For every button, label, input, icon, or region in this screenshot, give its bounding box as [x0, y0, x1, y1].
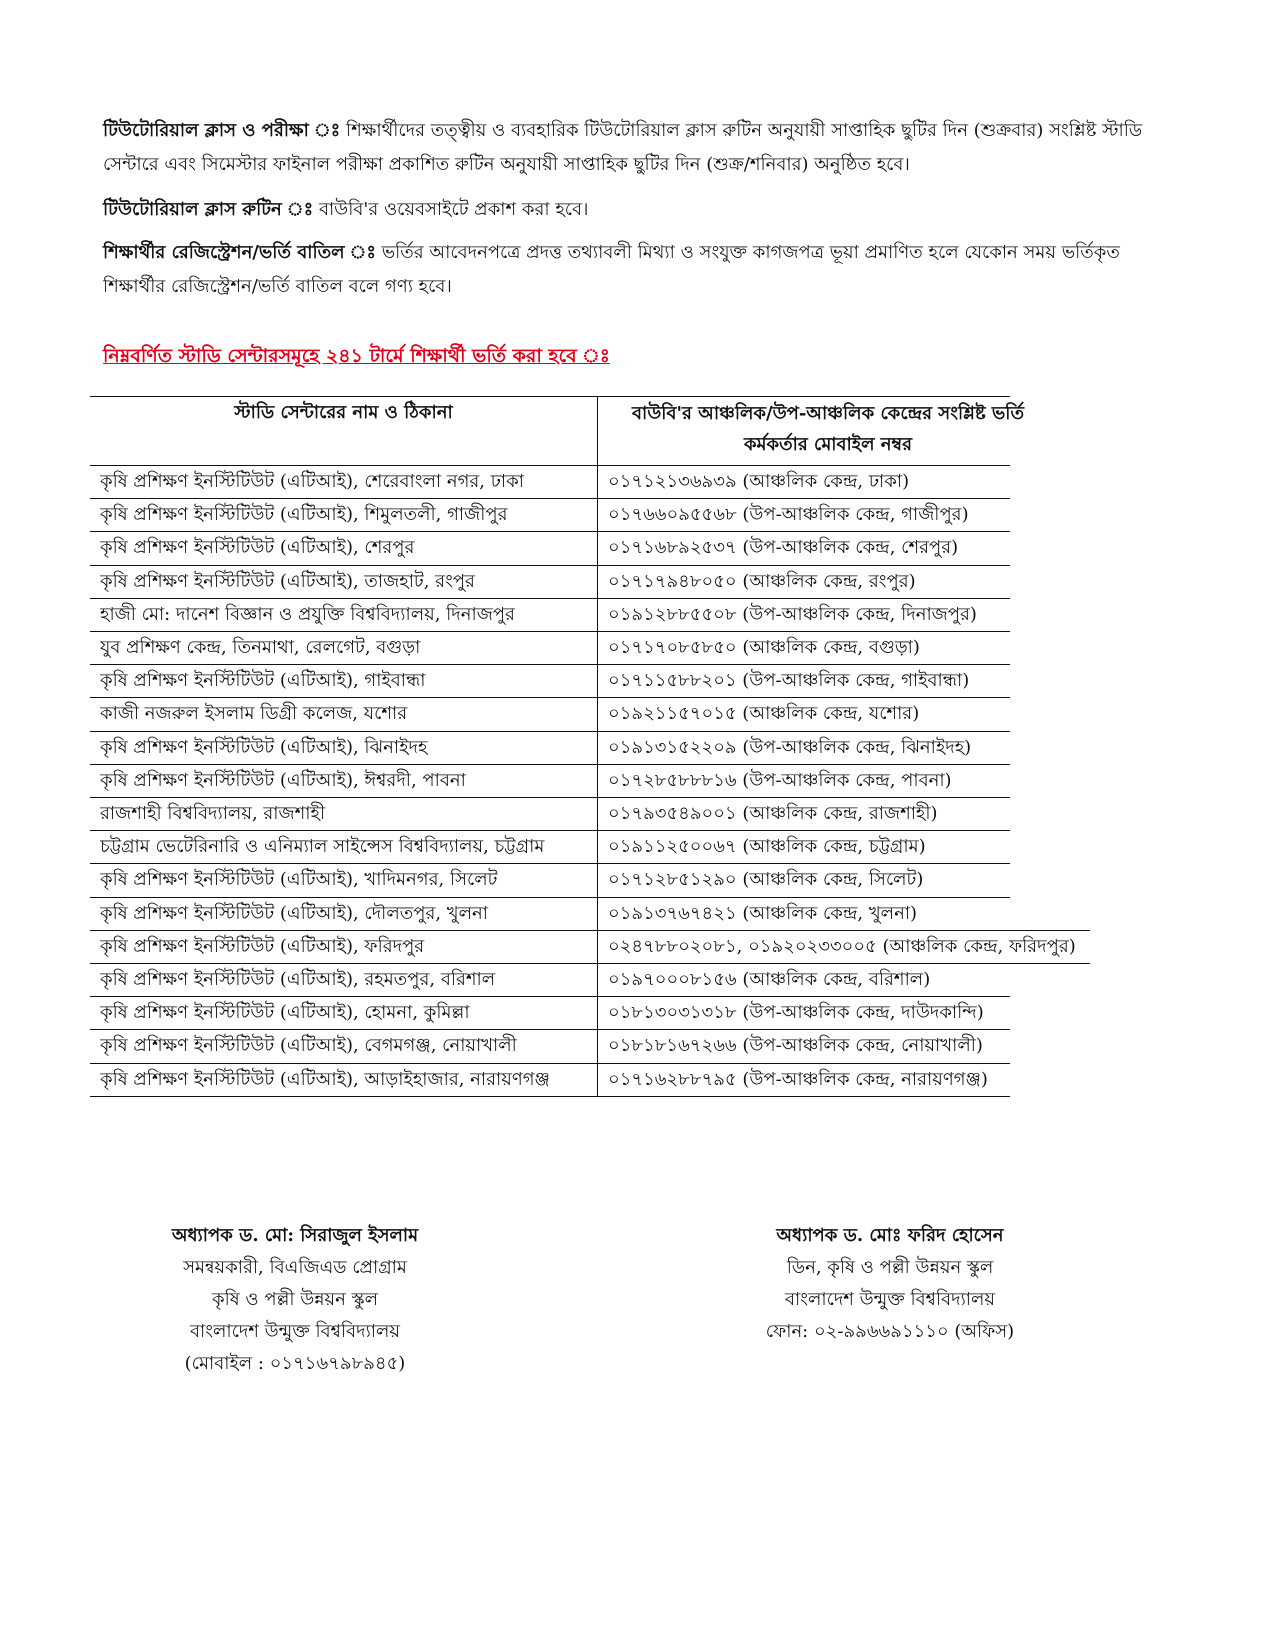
- registration-cancel-label: শিক্ষার্থীর রেজিস্ট্রেশন/ভর্তি বাতিল ঃ: [103, 242, 376, 263]
- signatory-name: অধ্যাপক ড. মোঃ ফরিদ হোসেন: [776, 1225, 1004, 1246]
- tutorial-routine-label: টিউটোরিয়াল ক্লাস রুটিন ঃ: [103, 199, 314, 220]
- table-row: [90, 930, 1140, 965]
- study-center-name: কৃষি প্রশিক্ষণ ইনস্টিটিউট (এটিআই), ফরিদপুর: [100, 935, 425, 957]
- table-row: [90, 830, 1140, 865]
- tutorial-class-paragraph: [103, 114, 1178, 182]
- signatory-mobile: (মোবাইল : ০১৭১৬৭৯৮৯৪৫): [184, 1353, 406, 1374]
- contact-number: ০১৭১২১৩৬৯৩৯ (আঞ্চলিক কেন্দ্র, ঢাকা): [608, 471, 910, 492]
- contact-number: ০১৭৬৬০৯৫৫৬৮ (উপ-আঞ্চলিক কেন্দ্র, গাজীপুর): [608, 504, 969, 526]
- table-row: [90, 764, 1140, 799]
- signatory-title: ডিন, কৃষি ও পল্লী উন্নয়ন স্কুল: [786, 1257, 994, 1278]
- study-center-name: হাজী মো: দানেশ বিজ্ঞান ও প্রযুক্তি বিশ্ববিদ্যালয়, দিনাজপুর: [100, 603, 515, 625]
- table-row: [90, 731, 1140, 766]
- contact-number: ০১৯১১২৫০০৬৭ (আঞ্চলিক কেন্দ্র, চট্টগ্রাম): [608, 836, 926, 858]
- table-row: [90, 631, 1140, 666]
- study-center-name: কৃষি প্রশিক্ষণ ইনস্টিটিউট (এটিআই), আড়াইহাজার, নারায়ণগঞ্জ: [100, 1068, 550, 1090]
- signatory-phone: ফোন: ০২-৯৯৬৬৯১১১০ (অফিস): [765, 1321, 1015, 1342]
- contact-number: ০১৭১৬২৮৮৭৯৫ (উপ-আঞ্চলিক কেন্দ্র, নারায়ণগঞ্জ): [608, 1068, 988, 1090]
- study-center-name: কৃষি প্রশিক্ষণ ইনস্টিটিউট (এটিআই), ঈশ্বরদী, পাবনা: [100, 769, 466, 791]
- table-row: [90, 897, 1140, 932]
- study-center-name: কৃষি প্রশিক্ষণ ইনস্টিটিউট (এটিআই), বেগমগঞ্জ, নোয়াখালী: [100, 1035, 517, 1057]
- study-center-name: কৃষি প্রশিক্ষণ ইনস্টিটিউট (এটিআই), দৌলতপুর, খুলনা: [100, 902, 488, 924]
- study-center-name: রাজশাহী বিশ্ববিদ্যালয়, রাজশাহী: [100, 803, 326, 824]
- contact-number: ০১৮১৩০৩১৩১৮ (উপ-আঞ্চলিক কেন্দ্র, দাউদকান্দি): [608, 1002, 984, 1024]
- study-center-name: কৃষি প্রশিক্ষণ ইনস্টিটিউট (এটিআই), ঝিনাইদহ: [100, 736, 428, 758]
- contact-number: ০১৯১৩৭৬৭৪২১ (আঞ্চলিক কেন্দ্র, খুলনা): [608, 902, 918, 924]
- table-row: [90, 1029, 1140, 1064]
- study-center-name: কৃষি প্রশিক্ষণ ইনস্টিটিউট (এটিআই), শেরেবাংলা নগর, ঢাকা: [100, 471, 524, 492]
- study-center-name: কৃষি প্রশিক্ষণ ইনস্টিটিউট (এটিআই), শিমুলতলী, গাজীপুর: [100, 504, 508, 526]
- signatory-name: অধ্যাপক ড. মো: সিরাজুল ইসলাম: [171, 1225, 419, 1246]
- signature-block-coordinator: [140, 1220, 450, 1380]
- contact-number: ০১৮১৮১৬৭২৬৬ (উপ-আঞ্চলিক কেন্দ্র, নোয়াখালী): [608, 1035, 983, 1057]
- study-center-name: যুব প্রশিক্ষণ কেন্দ্র, তিনমাথা, রেলগেট, বগুড়া: [100, 637, 421, 658]
- signatory-school: কৃষি ও পল্লী উন্নয়ন স্কুল: [212, 1289, 378, 1310]
- table-row: [90, 996, 1140, 1031]
- study-center-name: কৃষি প্রশিক্ষণ ইনস্টিটিউট (এটিআই), শেরপুর: [100, 537, 415, 559]
- table-row: [90, 963, 1140, 998]
- contact-number: ০১৭১৬৮৯২৫৩৭ (উপ-আঞ্চলিক কেন্দ্র, শেরপুর): [608, 537, 959, 559]
- table-row: [90, 498, 1140, 533]
- table-row: [90, 465, 1140, 500]
- study-center-name: কৃষি প্রশিক্ষণ ইনস্টিটিউট (এটিআই), গাইবান্ধা: [100, 670, 426, 692]
- signature-block-dean: [745, 1220, 1035, 1348]
- signatory-title: সমন্বয়কারী, বিএজিএড প্রোগ্রাম: [183, 1257, 407, 1278]
- study-center-name: কৃষি প্রশিক্ষণ ইনস্টিটিউট (এটিআই), তাজহাট, রংপুর: [100, 570, 475, 592]
- tutorial-class-label: টিউটোরিয়াল ক্লাস ও পরীক্ষা ঃ: [103, 120, 341, 141]
- table-row: [90, 1063, 1140, 1098]
- study-center-name: কাজী নজরুল ইসলাম ডিগ্রী কলেজ, যশোর: [100, 703, 408, 725]
- contact-number: ০১৭১৭০৮৫৮৫০ (আঞ্চলিক কেন্দ্র, বগুড়া): [608, 637, 920, 658]
- contact-number: ০১৭১১৫৮৮২০১ (উপ-আঞ্চলিক কেন্দ্র, গাইবান্ধা): [608, 670, 970, 692]
- contact-number: ০১৭২৮৫৮৮৮১৬ (উপ-আঞ্চলিক কেন্দ্র, পাবনা): [608, 769, 952, 791]
- contact-number: ০১৭১২৮৫১২৯০ (আঞ্চলিক কেন্দ্র, সিলেট): [608, 869, 924, 891]
- study-center-name: চট্টগ্রাম ভেটেরিনারি ও এনিম্যাল সাইন্সেস বিশ্ববিদ্যালয়, চট্টগ্রাম: [100, 836, 545, 858]
- tutorial-routine-text: বাউবি'র ওয়েবসাইটে প্রকাশ করা হবে।: [313, 199, 589, 220]
- contact-number: ০১৯৭০০০৮১৫৬ (আঞ্চলিক কেন্দ্র, বরিশাল): [608, 969, 931, 990]
- registration-cancel-paragraph: [103, 236, 1178, 304]
- table-header-contact-line1: বাউবি'র আঞ্চলিক/উপ-আঞ্চলিক কেন্দ্রের সংশ্লিষ্ট ভর্তি: [632, 403, 1024, 424]
- table-header-center: স্টাডি সেন্টারের নাম ও ঠিকানা: [234, 402, 453, 423]
- table-row-border: [90, 1096, 1010, 1097]
- contact-number: ০১৯১৩১৫২২০৯ (উপ-আঞ্চলিক কেন্দ্র, ঝিনাইদহ): [608, 736, 972, 758]
- tutorial-class-text: শিক্ষার্থীদের তত্ত্বীয় ও ব্যবহারিক টিউটোরিয়াল ক্লাস রুটিন অনুযায়ী সাপ্তাহিক ছুটির দিন (শুক্রবার) সংশ্লিষ্ট স্টাডি সেন্টারে এবং সিমেস্টার ফাইনাল পরীক্ষা প্রকাশিত রুটিন অনুযায়ী সাপ্তাহিক ছুটির দিন (শুক্র/শনিবার) অনুষ্ঠিত হবে।: [103, 120, 1143, 175]
- contact-number: ০১৯১২৮৮৫৫০৮ (উপ-আঞ্চলিক কেন্দ্র, দিনাজপুর): [608, 603, 977, 625]
- table-row: [90, 531, 1140, 566]
- study-center-heading: নিম্নবর্ণিত স্টাডি সেন্টারসমূহে ২৪১ টার্মে শিক্ষার্থী ভর্তি করা হবে ঃ: [103, 345, 610, 367]
- table-header-contact: [597, 398, 1059, 460]
- study-center-name: কৃষি প্রশিক্ষণ ইনস্টিটিউট (এটিআই), রহমতপুর, বরিশাল: [100, 969, 496, 990]
- contact-number: ০২৪৭৮৮০২০৮১, ০১৯২০২৩৩০০৫ (আঞ্চলিক কেন্দ্র, ফরিদপুর): [608, 935, 1076, 957]
- table-row: [90, 797, 1140, 832]
- table-row: [90, 697, 1140, 732]
- registration-cancel-text: ভর্তির আবেদনপত্রে প্রদত্ত তথ্যাবলী মিথ্যা ও সংযুক্ত কাগজপত্র ভূয়া প্রমাণিত হলে যেকোন সময় ভর্তিকৃত শিক্ষার্থীর রেজিস্ট্রেশন/ভর্তি বাতিল বলে গণ্য হবে।: [103, 242, 1120, 297]
- tutorial-routine-paragraph: [103, 193, 1178, 227]
- table-row: [90, 863, 1140, 898]
- contact-number: ০১৭৯৩৫৪৯০০১ (আঞ্চলিক কেন্দ্র, রাজশাহী): [608, 803, 938, 824]
- study-center-name: কৃষি প্রশিক্ষণ ইনস্টিটিউট (এটিআই), খাদিমনগর, সিলেট: [100, 869, 498, 891]
- signatory-university: বাংলাদেশ উন্মুক্ত বিশ্ববিদ্যালয়: [784, 1289, 996, 1310]
- contact-number: ০১৯২১১৫৭০১৫ (আঞ্চলিক কেন্দ্র, যশোর): [608, 703, 920, 725]
- table-header-contact-line2: কর্মকর্তার মোবাইল নম্বর: [743, 434, 913, 455]
- table-top-border: [90, 396, 1010, 397]
- signatory-university: বাংলাদেশ উন্মুক্ত বিশ্ববিদ্যালয়: [189, 1321, 401, 1342]
- study-center-name: কৃষি প্রশিক্ষণ ইনস্টিটিউট (এটিআই), হোমনা, কুমিল্লা: [100, 1002, 470, 1024]
- contact-number: ০১৭১৭৯৪৮০৫০ (আঞ্চলিক কেন্দ্র, রংপুর): [608, 570, 916, 592]
- table-row: [90, 598, 1140, 633]
- table-row: [90, 565, 1140, 600]
- table-row: [90, 664, 1140, 699]
